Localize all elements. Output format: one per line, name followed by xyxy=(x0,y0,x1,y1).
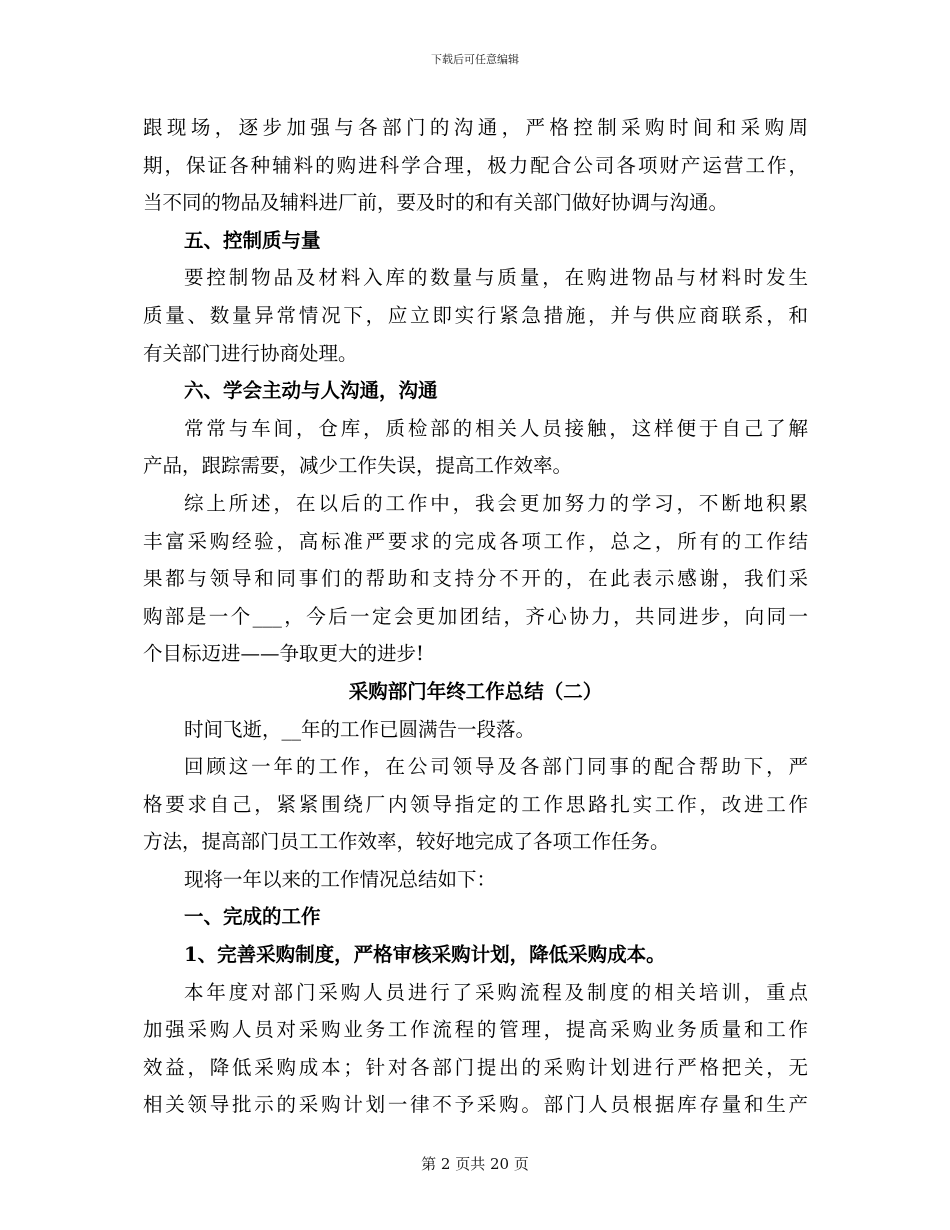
subsection-heading-1: 1、完善采购制度，严格审核采购计划，降低采购成本。 xyxy=(184,943,666,967)
paragraph-line: 质量、数量异常情况下，应立即实行紧急措施，并与供应商联系，和 xyxy=(143,303,808,327)
paragraph-line: 效益，降低采购成本；针对各部门提出的采购计划进行严格把关，无 xyxy=(143,1055,808,1079)
paragraph-line: 回顾这一年的工作，在公司领导及各部门同事的配合帮助下，严 xyxy=(184,755,808,779)
document-body xyxy=(143,109,808,1124)
paragraph-line: 方法，提高部门员工工作效率，较好地完成了各项工作任务。 xyxy=(143,830,670,854)
paragraph-line: 产品，跟踪需要，减少工作失误，提高工作效率。 xyxy=(143,454,573,478)
document-title: 采购部门年终工作总结（二） xyxy=(348,679,603,703)
paragraph-line: 跟现场，逐步加强与各部门的沟通，严格控制采购时间和采购周 xyxy=(143,116,808,139)
paragraph-line: 本年度对部门采购人员进行了采购流程及制度的相关培训，重点 xyxy=(184,980,808,1004)
paragraph-line: 期，保证各种辅料的购进科学合理，极力配合公司各项财产运营工作， xyxy=(143,153,808,177)
paragraph-line: 时间飞逝，__年的工作已圆满告一段落。 xyxy=(184,717,536,741)
paragraph-line: 当不同的物品及辅料进厂前，要及时的和有关部门做好协调与沟通。 xyxy=(143,191,729,215)
section-heading-6: 六、学会主动与人沟通，沟通 xyxy=(184,379,438,403)
section-heading-1: 一、完成的工作 xyxy=(184,905,321,929)
paragraph-line: 有关部门进行协商处理。 xyxy=(143,341,358,365)
section-heading-5: 五、控制质与量 xyxy=(184,228,321,252)
page-footer: 第 2 页共 20 页 xyxy=(421,1155,529,1173)
paragraph-line: 相关领导批示的采购计划一律不予采购。部门人员根据库存量和生产 xyxy=(143,1093,808,1117)
paragraph-line: 个目标迈进——争取更大的进步! xyxy=(143,642,424,666)
page-header: 下载后可任意编辑 xyxy=(431,53,519,66)
paragraph-line: 购部是一个___，今后一定会更加团结，齐心协力，共同进步，向同一 xyxy=(143,604,808,628)
paragraph-line: 现将一年以来的工作情况总结如下： xyxy=(184,867,497,891)
paragraph-line: 格要求自己，紧紧围绕厂内领导指定的工作思路扎实工作，改进工作 xyxy=(143,792,808,816)
paragraph-line: 要控制物品及材料入库的数量与质量，在购进物品与材料时发生 xyxy=(184,266,808,290)
paragraph-line: 常常与车间，仓库，质检部的相关人员接触，这样便于自己了解 xyxy=(184,416,808,440)
paragraph-line: 综上所述，在以后的工作中，我会更加努力的学习，不断地积累 xyxy=(184,491,808,515)
paragraph-line: 果都与领导和同事们的帮助和支持分不开的，在此表示感谢，我们采 xyxy=(143,567,808,591)
paragraph-line: 加强采购人员对采购业务工作流程的管理，提高采购业务质量和工作 xyxy=(143,1018,808,1042)
paragraph-line: 丰富采购经验，高标准严要求的完成各项工作，总之，所有的工作结 xyxy=(143,529,808,553)
